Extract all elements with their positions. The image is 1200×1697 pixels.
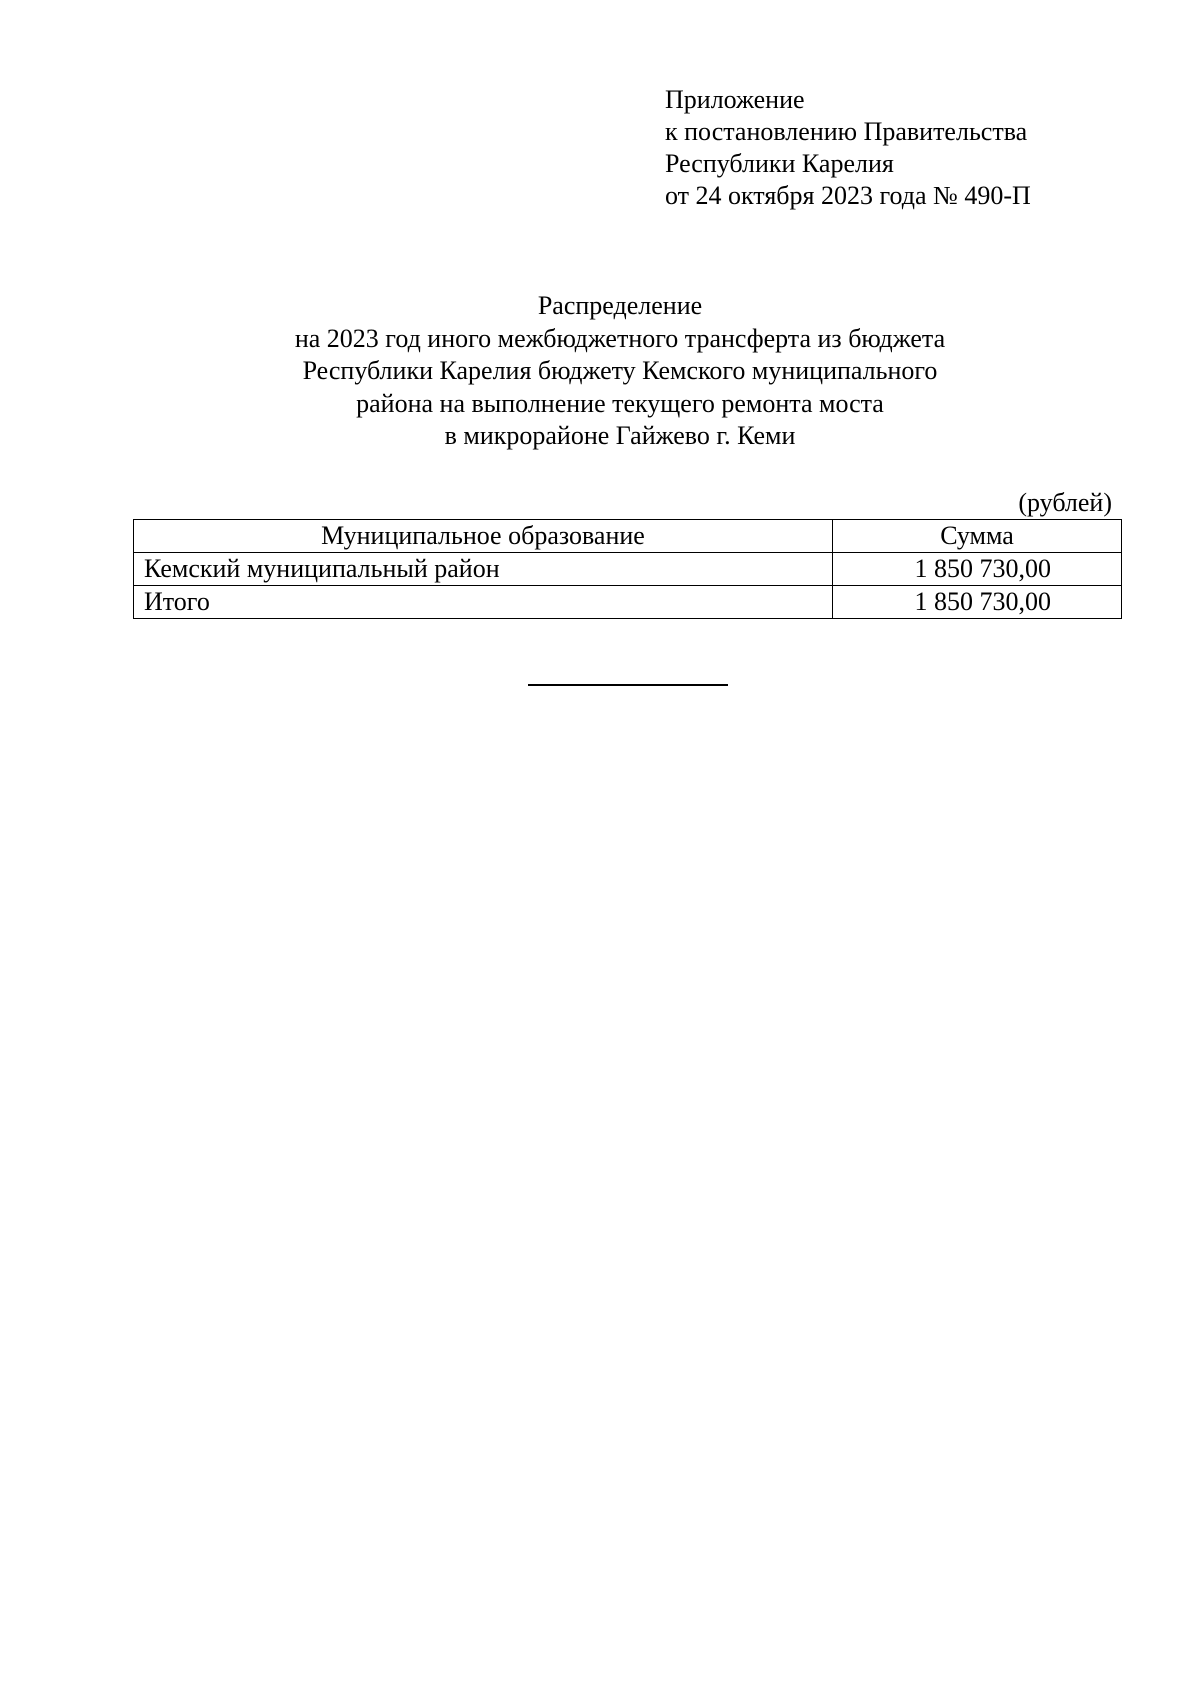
total-sum: 1 850 730,00 bbox=[833, 586, 1122, 619]
row-sum: 1 850 730,00 bbox=[833, 553, 1122, 586]
document-title bbox=[220, 290, 1020, 453]
table-row-total bbox=[134, 586, 1122, 619]
appendix-line: к постановлению Правительства bbox=[665, 117, 1028, 146]
appendix-line: Республики Карелия bbox=[665, 149, 894, 178]
table-header-row bbox=[134, 520, 1122, 553]
title-line: района на выполнение текущего ремонта моста bbox=[356, 388, 884, 418]
units-label: (рублей) bbox=[1018, 488, 1112, 517]
distribution-table bbox=[133, 519, 1122, 619]
end-separator-line bbox=[528, 684, 728, 686]
title-line: на 2023 год иного межбюджетного трансферта из бюджета bbox=[294, 323, 946, 353]
title-line: в микрорайоне Гайжево г. Кеми bbox=[444, 421, 796, 450]
total-label: Итого bbox=[134, 586, 833, 619]
appendix-line: Приложение bbox=[665, 85, 805, 114]
title-line: Распределение bbox=[537, 291, 703, 320]
table-row bbox=[134, 553, 1122, 586]
row-municipality: Кемский муниципальный район bbox=[134, 553, 833, 586]
header-municipality: Муниципальное образование bbox=[134, 520, 833, 553]
header-sum: Сумма bbox=[833, 520, 1122, 553]
appendix-block bbox=[665, 84, 1031, 212]
appendix-line: от 24 октября 2023 года № 490-П bbox=[665, 181, 1031, 210]
title-line: Республики Карелия бюджету Кемского муниципального bbox=[302, 356, 938, 385]
